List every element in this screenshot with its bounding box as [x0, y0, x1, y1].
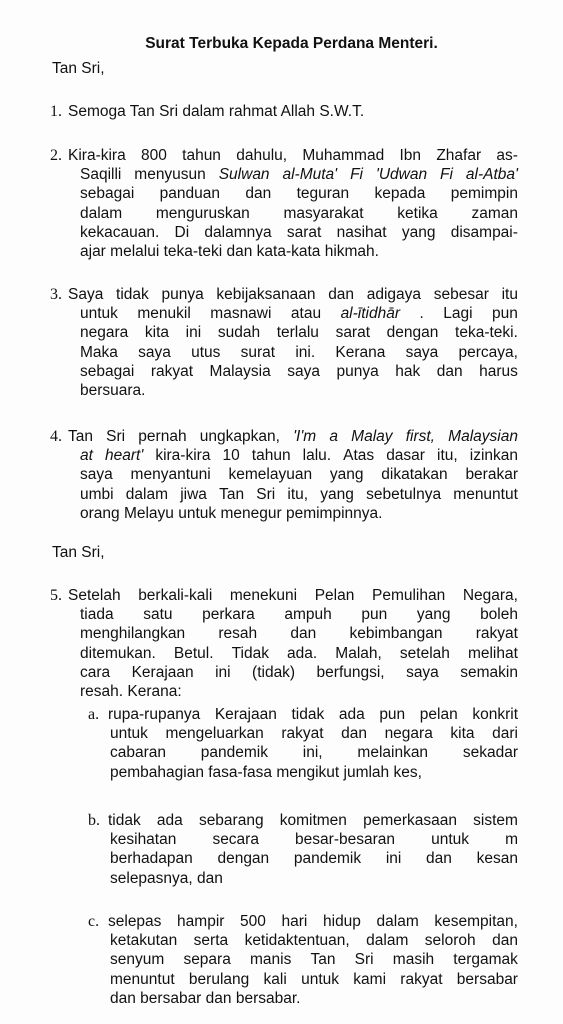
text-line: ditemukan. Betul. Tidak ada. Malah, setelah melihat — [80, 644, 518, 662]
text-line: ajar melalui teka-teki dan kata-kata hikmah. — [80, 242, 379, 260]
text-line: Saya tidak punya kebijaksanaan dan adigaya sebesar itu — [68, 286, 518, 303]
subitem-letter: b. — [88, 812, 100, 829]
text-line: Semoga Tan Sri dalam rahmat Allah S.W.T. — [68, 103, 365, 120]
paragraph-number: 4. — [50, 428, 62, 445]
text-line: resah. Kerana: — [80, 682, 182, 700]
text-line: kesihatan secara besar-besaran untuk m — [110, 831, 518, 849]
subitem-letter: a. — [88, 706, 100, 723]
paragraph-5 — [68, 586, 518, 701]
paragraph-1 — [68, 102, 518, 121]
text-line: kekacauan. Di dalamnya sarat nasihat yang disampai- — [80, 223, 518, 241]
text-line: saya menyantuni kemelayuan yang dikatakan berakar — [80, 466, 518, 484]
paragraph-number: 2. — [50, 147, 62, 164]
text-line: pembahagian fasa-fasa mengikut jumlah kes, — [110, 763, 422, 781]
text-line: negara kita ini sudah terlalu sarat dengan teka-teki. — [80, 324, 518, 342]
text-line: bersuara. — [80, 381, 146, 399]
paragraph-4 — [68, 427, 518, 523]
text-line: selepas hampir 500 hari hidup dalam kesempitan, — [108, 913, 518, 930]
letter-title: Surat Terbuka Kepada Perdana Menteri. — [145, 35, 438, 52]
text-line: Setelah berkali-kali menekuni Pelan Pemulihan Negara, — [68, 587, 518, 604]
paragraph-3 — [68, 285, 518, 400]
text-line: Kira-kira 800 tahun dahulu, Muhammad Ibn Zhafar as- — [68, 147, 518, 164]
text-line: untuk mengeluarkan rakyat dan negara kita dari — [110, 725, 518, 743]
paragraph-number: 3. — [50, 286, 62, 303]
text-line: sebagai panduan dan teguran kepada pemimpin — [80, 185, 518, 203]
text-line: Saqilli menyusun Sulwan al-Muta' Fi 'Udwan Fi al-Atba' — [80, 166, 518, 184]
paragraph-number: 1. — [50, 103, 62, 120]
subitem-b — [108, 811, 518, 888]
text-line: cara Kerajaan ini (tidak) berfungsi, saya semakin — [80, 663, 518, 681]
text-line: umbi dalam jiwa Tan Sri itu, yang sebetulnya menuntut — [80, 485, 518, 503]
paragraph-2 — [68, 146, 518, 261]
text-line: rupa-rupanya Kerajaan tidak ada pun pelan konkrit — [108, 706, 518, 723]
text-line: Tan Sri pernah ungkapkan, 'I'm a Malay first, Malaysian — [68, 428, 518, 445]
text-line: ketakutan serta ketidaktentuan, dalam seloroh dan — [110, 932, 518, 950]
text-line: untuk menukil masnawi atau al-ītidhār . Lagi pun — [80, 305, 518, 323]
text-line: senyum separa manis Tan Sri masih tergamak — [110, 951, 518, 969]
text-line: menghilangkan resah dan kebimbangan rakyat — [80, 625, 518, 643]
salutation: Tan Sri, — [52, 544, 105, 561]
subitem-c — [108, 912, 518, 1008]
subitem-a — [108, 705, 518, 782]
text-line: orang Melayu untuk menegur pemimpinnya. — [80, 504, 383, 522]
text-line: cabaran pandemik ini, melainkan sekadar — [110, 744, 518, 762]
text-line: sebagai rakyat Malaysia saya punya hak dan harus — [80, 362, 518, 380]
salutation: Tan Sri, — [52, 60, 105, 77]
text-line: dan bersabar dan bersabar. — [110, 989, 301, 1007]
text-line: at heart' kira-kira 10 tahun lalu. Atas dasar itu, izinkan — [80, 447, 518, 465]
subitem-letter: c. — [88, 913, 100, 930]
text-line: berhadapan dengan pandemik ini dan kesan — [110, 850, 518, 868]
text-line: Maka saya utus surat ini. Kerana saya percaya, — [80, 343, 518, 361]
text-line: selepasnya, dan — [110, 869, 223, 887]
text-line: menuntut berulang kali untuk kami rakyat bersabar — [110, 970, 518, 988]
text-line: dalam menguruskan masyarakat ketika zaman — [80, 204, 518, 222]
paragraph-number: 5. — [50, 587, 62, 604]
text-line: tiada satu perkara ampuh pun yang boleh — [80, 606, 518, 624]
text-line: tidak ada sebarang komitmen pemerkasaan sistem — [108, 812, 518, 829]
